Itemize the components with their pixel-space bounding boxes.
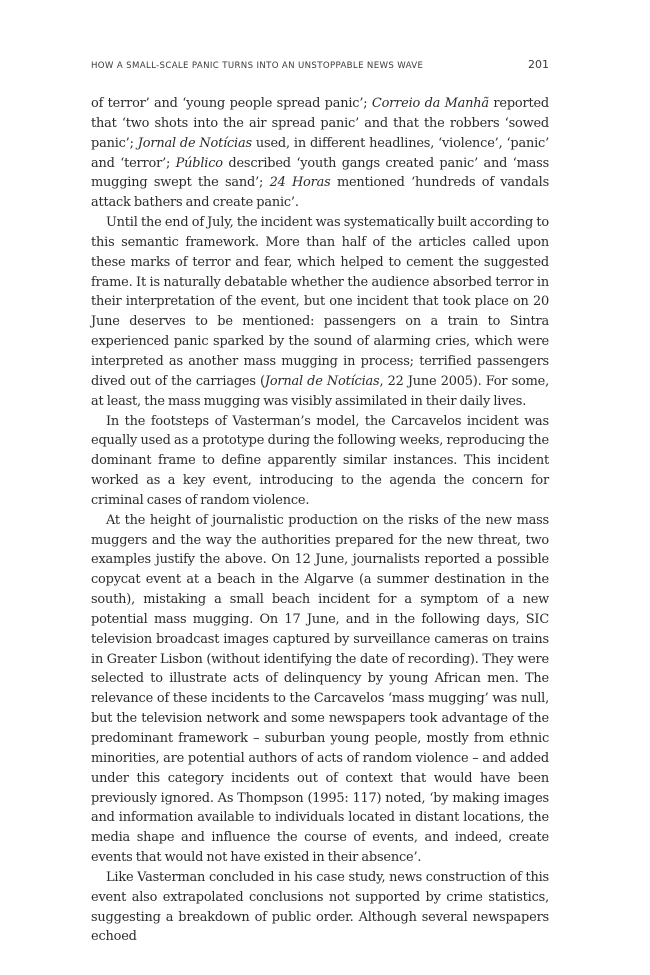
book-page <box>91 58 549 947</box>
text-run: described ‘youth gangs created panic’ and ‘mass mugging swept the sand’; <box>91 155 550 191</box>
paragraph <box>91 412 549 511</box>
text-run: In the footsteps of Vasterman’s model, the Carcavelos incident was equally used as a prototype during the following weeks, reproducing the dominant frame to define apparently similar instances. This incident worked as a key event, introducing to the agenda the concern for criminal cases of random violence. <box>91 413 549 508</box>
running-header <box>91 58 549 80</box>
text-run: Until the end of July, the incident was systematically built according to this semantic framework. More than half of the articles called upon these marks of terror and fear, which helped to cement the suggested frame. It is naturally debatable whether the audience absorbed terror in their interpretation of the event, but one incident that took place on 20 June deserves to be mentioned: passengers on a train to Sintra experienced panic sparked by the sound of alarming cries, which were interpreted as another mass mugging in process; terrified passengers dived out of the carriages ( <box>91 215 549 389</box>
text-run: mentioned ‘hundreds of vandals attack bathers and create panic’. <box>91 175 550 211</box>
paragraph <box>91 94 549 213</box>
italic-title: Jornal de Notícias <box>137 135 252 151</box>
page-number: 201 <box>528 58 549 71</box>
text-run: At the height of journalistic production on the risks of the new mass muggers and the way the authorities prepared for the new threat, two examples justify the above. On 12 June, journalists reported a possible copycat event at a beach in the Algarve (a summer destination in the south), mistaking a small beach incident for a symptom of a new potential mass mugging. On 17 June, and in the following days, SIC television broadcast images captured by surveillance cameras on trains in Greater Lisbon (without identifying the date of recording). They were selected to illustrate acts of delinquency by young African men. The relevance of these incidents to the Carcavelos ‘mass mugging’ was null, but the television network and some newspapers took advantage of the predominant framework – suburban young people, mostly from ethnic minorities, are potential authors of acts of random violence – and added under this category incidents out of context that would have been previously ignored. As Thompson (1995: 117) noted, ‘by making images and information available to individuals located in distant locations, the media shape and influence the course of events, and indeed, create events that would not have existed in their absence’. <box>91 512 549 866</box>
text-run: reported that ‘two shots into the air spread panic’ and that the robbers ‘sowed panic’; <box>91 96 549 151</box>
text-run: Like Vasterman concluded in his case study, news construction of this event also extrapolated conclusions not supported by crime statistics, suggesting a breakdown of public order. Although several newspapers echoed <box>91 869 549 945</box>
text-run: used, in different headlines, ‘violence’, ‘panic’ and ‘terror’; <box>91 135 550 171</box>
paragraph <box>91 868 549 947</box>
text-run: , 22 June 2005). For some, at least, the mass mugging was visibly assimilated in their daily lives. <box>91 373 549 409</box>
italic-title: Público <box>175 155 223 171</box>
running-title: HOW A SMALL-SCALE PANIC TURNS INTO AN UNSTOPPABLE NEWS WAVE <box>91 61 424 71</box>
text-run: of terror’ and ‘young people spread panic’; <box>91 96 372 111</box>
italic-title: 24 Horas <box>269 175 331 191</box>
italic-title: Correio da Manhã <box>371 96 489 111</box>
body-text <box>91 94 549 947</box>
paragraph <box>91 511 549 868</box>
italic-title: Jornal de Notícias <box>264 373 380 389</box>
paragraph <box>91 213 549 411</box>
